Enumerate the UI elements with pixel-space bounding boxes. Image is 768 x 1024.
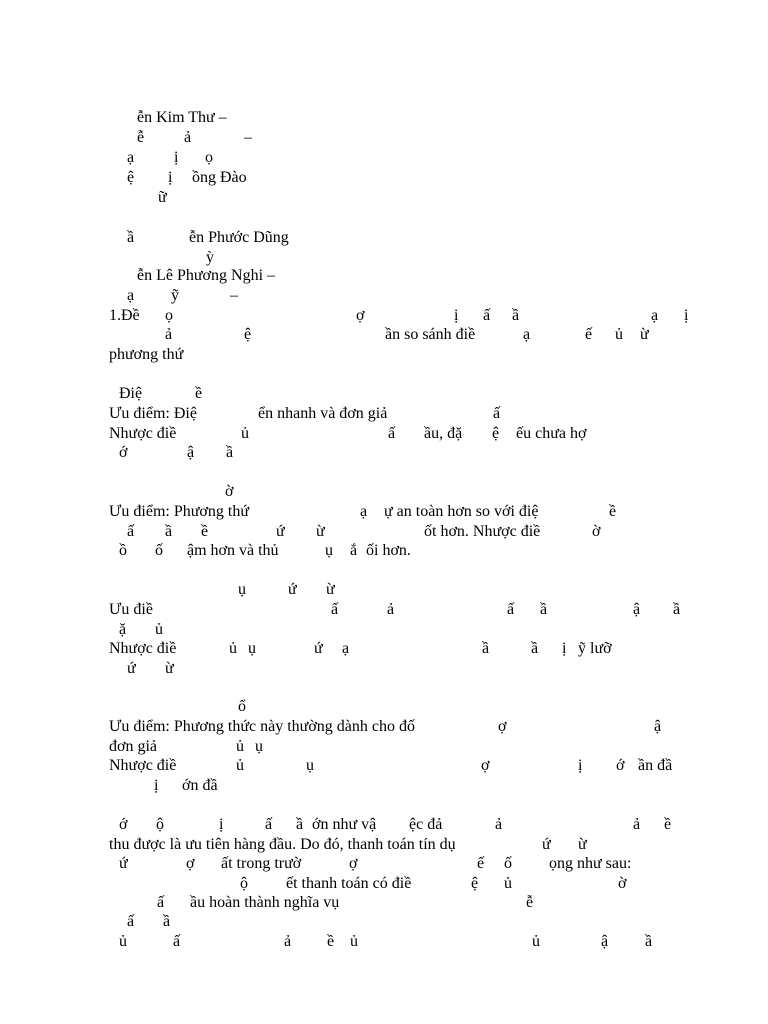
text-fragment: đơn giả xyxy=(109,738,158,755)
text-fragment: ạ xyxy=(360,503,368,520)
text-fragment: ứ xyxy=(127,660,136,677)
text-fragment: ỹ xyxy=(171,287,179,304)
text-line xyxy=(0,835,768,855)
text-fragment: ế xyxy=(477,855,485,872)
text-fragment: ừ xyxy=(165,660,174,677)
text-fragment: ặ xyxy=(119,621,127,638)
text-fragment: ợ xyxy=(356,307,365,324)
text-fragment: ớn như vậ xyxy=(312,816,377,833)
text-fragment: ọ xyxy=(205,149,213,166)
text-line xyxy=(0,600,768,620)
text-fragment: ầ xyxy=(512,307,520,324)
text-fragment: ị xyxy=(219,816,224,833)
text-line xyxy=(0,580,768,600)
text-fragment: ủ xyxy=(615,326,623,343)
text-fragment: ự an toàn hơn so với điệ xyxy=(384,503,539,520)
text-fragment: ấ xyxy=(507,601,515,618)
text-fragment: ổ xyxy=(238,698,246,715)
text-line xyxy=(0,815,768,835)
text-line xyxy=(0,108,768,128)
text-fragment: ớ xyxy=(119,444,128,461)
text-fragment: – xyxy=(244,129,252,146)
text-fragment: ớ xyxy=(616,757,625,774)
text-fragment: ệ xyxy=(244,326,252,343)
text-line xyxy=(0,404,768,424)
text-line xyxy=(0,325,768,345)
text-fragment: ủ xyxy=(241,425,249,442)
text-fragment: ấ xyxy=(493,405,501,422)
text-fragment: ủ xyxy=(350,933,358,950)
text-line xyxy=(0,502,768,522)
text-fragment: ất trong trườ xyxy=(221,855,302,872)
text-fragment: ụ xyxy=(306,757,314,774)
text-fragment: ầ xyxy=(482,640,490,657)
text-line xyxy=(0,893,768,913)
text-fragment: ễ xyxy=(137,129,145,146)
text-line xyxy=(0,384,768,404)
text-fragment: ị xyxy=(578,757,583,774)
text-fragment: ừ xyxy=(578,836,587,853)
text-fragment: ễn Lê Phương Nghi – xyxy=(137,267,276,284)
text-fragment: Ưu điểm: Phương thức này thường dành cho đố xyxy=(109,718,415,735)
text-fragment: ừ xyxy=(326,581,335,598)
text-fragment: ề xyxy=(327,933,335,950)
text-fragment: ầ xyxy=(645,933,653,950)
text-line xyxy=(0,128,768,148)
text-fragment: ị xyxy=(168,169,173,186)
text-fragment: ối hơn. xyxy=(366,542,411,559)
text-line xyxy=(0,228,768,248)
text-line xyxy=(0,776,768,796)
text-fragment: ậ xyxy=(601,933,609,950)
text-fragment: ị xyxy=(174,149,179,166)
text-fragment: ớ xyxy=(119,816,128,833)
text-line xyxy=(0,737,768,757)
text-fragment: ần so sánh điề xyxy=(385,326,476,343)
text-fragment: ả xyxy=(184,129,192,146)
text-line xyxy=(0,854,768,874)
text-line xyxy=(0,424,768,444)
text-fragment: ầu, đặ xyxy=(424,425,463,442)
text-fragment: ủ xyxy=(229,640,237,657)
text-line xyxy=(0,482,768,502)
text-fragment: ố xyxy=(504,855,512,872)
text-fragment: ợ xyxy=(498,718,507,735)
text-fragment: ị xyxy=(154,777,159,794)
text-line xyxy=(0,620,768,640)
text-fragment: ả xyxy=(284,933,292,950)
text-line xyxy=(0,248,768,268)
text-fragment: ả xyxy=(387,601,395,618)
text-fragment: ồng Đào xyxy=(192,169,247,186)
text-fragment: ầ xyxy=(127,229,135,246)
text-fragment: ợ xyxy=(349,855,358,872)
text-fragment: ứ xyxy=(288,581,297,598)
text-line xyxy=(0,932,768,952)
text-fragment: ừ xyxy=(640,326,649,343)
text-fragment: ấ xyxy=(388,425,396,442)
text-fragment: ợ xyxy=(186,855,195,872)
text-fragment: ậ xyxy=(633,601,641,618)
text-fragment: Nhược điề xyxy=(109,757,177,774)
text-fragment: ết thanh toán có điề xyxy=(286,875,412,892)
text-fragment: ầ xyxy=(531,640,539,657)
text-line xyxy=(0,912,768,932)
text-fragment: ễ xyxy=(526,894,534,911)
text-fragment: ờ xyxy=(618,875,627,892)
text-fragment: ộ xyxy=(240,875,248,892)
text-fragment: ệ xyxy=(127,169,135,186)
text-fragment: ễn Kim Thư – xyxy=(137,109,227,126)
text-fragment: ậ xyxy=(187,444,195,461)
text-line xyxy=(0,541,768,561)
text-fragment: ố xyxy=(155,542,163,559)
text-fragment: ữ xyxy=(158,189,167,206)
text-fragment: ần đầ xyxy=(638,757,673,774)
text-fragment: ển nhanh và đơn giả xyxy=(258,405,388,422)
text-fragment: ạ xyxy=(342,640,350,657)
text-fragment: ị xyxy=(684,307,689,324)
text-fragment: ầ xyxy=(673,601,681,618)
text-line xyxy=(0,188,768,208)
text-fragment: ấ xyxy=(483,307,491,324)
text-fragment: ả xyxy=(633,816,641,833)
text-fragment: ụ xyxy=(325,542,333,559)
text-fragment: ạ xyxy=(127,149,135,166)
text-line xyxy=(0,148,768,168)
text-fragment: ứ xyxy=(276,523,285,540)
text-fragment: ứ xyxy=(314,640,323,657)
text-fragment: Ưu điề xyxy=(109,601,153,618)
text-fragment: Ưu điểm: Phương thứ xyxy=(109,503,249,520)
text-fragment: Nhược điề xyxy=(109,640,177,657)
text-fragment: ồ xyxy=(119,542,127,559)
text-fragment: ậm hơn và thủ xyxy=(187,542,279,559)
text-fragment: ấ xyxy=(331,601,339,618)
text-line xyxy=(0,639,768,659)
text-fragment: ứ xyxy=(119,855,128,872)
text-line xyxy=(0,697,768,717)
text-fragment: ấ xyxy=(265,816,273,833)
text-fragment: thu được là ưu tiên hàng đầu. Do đó, thanh toán tín dụ xyxy=(109,836,456,853)
text-fragment: ỹ lưỡ xyxy=(578,640,612,657)
text-fragment: Ưu điểm: Điệ xyxy=(109,405,197,422)
text-fragment: ốt hơn. Nhược điề xyxy=(424,523,541,540)
text-fragment: ấ xyxy=(127,523,135,540)
text-fragment: ủ xyxy=(119,933,127,950)
text-line xyxy=(0,306,768,326)
text-fragment: ầ xyxy=(226,444,234,461)
text-line xyxy=(0,266,768,286)
text-fragment: ụ xyxy=(238,581,246,598)
text-fragment: ả xyxy=(165,326,173,343)
text-line xyxy=(0,286,768,306)
text-fragment: ắ xyxy=(350,542,358,559)
text-fragment: – xyxy=(230,287,238,304)
text-line xyxy=(0,522,768,542)
text-fragment: ầ xyxy=(163,913,171,930)
text-fragment: ếu chưa hợ xyxy=(516,425,587,442)
text-fragment: ớn đầ xyxy=(182,777,218,794)
text-line xyxy=(0,443,768,463)
text-line xyxy=(0,659,768,679)
text-fragment: ứ xyxy=(542,836,551,853)
text-fragment: ầ xyxy=(165,523,173,540)
text-fragment: ấ xyxy=(157,894,165,911)
text-fragment: Nhược điề xyxy=(109,425,177,442)
text-fragment: ễn Phước Dũng xyxy=(189,229,289,246)
text-fragment: ậ xyxy=(654,718,662,735)
text-fragment: Điệ xyxy=(119,385,143,402)
text-line xyxy=(0,756,768,776)
text-fragment: ủ xyxy=(504,875,512,892)
text-fragment: ụ xyxy=(248,640,256,657)
text-fragment: ấ xyxy=(127,913,135,930)
text-fragment: ệ xyxy=(471,875,479,892)
text-fragment: ạ xyxy=(523,326,531,343)
text-fragment: ầu hoàn thành nghĩa vụ xyxy=(190,894,340,911)
text-fragment: phương thứ xyxy=(109,346,184,363)
text-fragment: ờ xyxy=(592,523,601,540)
text-line xyxy=(0,874,768,894)
text-fragment: ọng như sau: xyxy=(549,855,632,872)
text-fragment: ả xyxy=(495,816,503,833)
text-fragment: ệc đả xyxy=(409,816,443,833)
text-fragment: ấ xyxy=(173,933,181,950)
text-fragment: ờ xyxy=(225,483,234,500)
text-fragment: ế xyxy=(585,326,593,343)
text-fragment: ề xyxy=(195,385,203,402)
text-line xyxy=(0,717,768,737)
text-fragment: ủ xyxy=(236,738,244,755)
text-fragment: ụ xyxy=(255,738,263,755)
text-fragment: ề xyxy=(664,816,672,833)
text-fragment: ề xyxy=(201,523,209,540)
text-fragment: ầ xyxy=(540,601,548,618)
text-fragment: ừ xyxy=(316,523,325,540)
text-fragment: 1.Đề xyxy=(109,307,140,324)
text-fragment: ủ xyxy=(532,933,540,950)
text-fragment: ợ xyxy=(481,757,490,774)
text-fragment: ị xyxy=(454,307,459,324)
text-fragment: ầ xyxy=(296,816,304,833)
text-fragment: ủ xyxy=(155,621,163,638)
text-line xyxy=(0,345,768,365)
text-fragment: ị xyxy=(562,640,567,657)
text-fragment: ỳ xyxy=(206,249,214,266)
text-fragment: ọ xyxy=(165,307,173,324)
text-fragment: ề xyxy=(609,503,617,520)
text-fragment: ạ xyxy=(127,287,135,304)
text-fragment: ộ xyxy=(156,816,164,833)
text-fragment: ạ xyxy=(651,307,659,324)
text-fragment: ệ xyxy=(492,425,500,442)
text-line xyxy=(0,168,768,188)
text-fragment: ủ xyxy=(236,757,244,774)
